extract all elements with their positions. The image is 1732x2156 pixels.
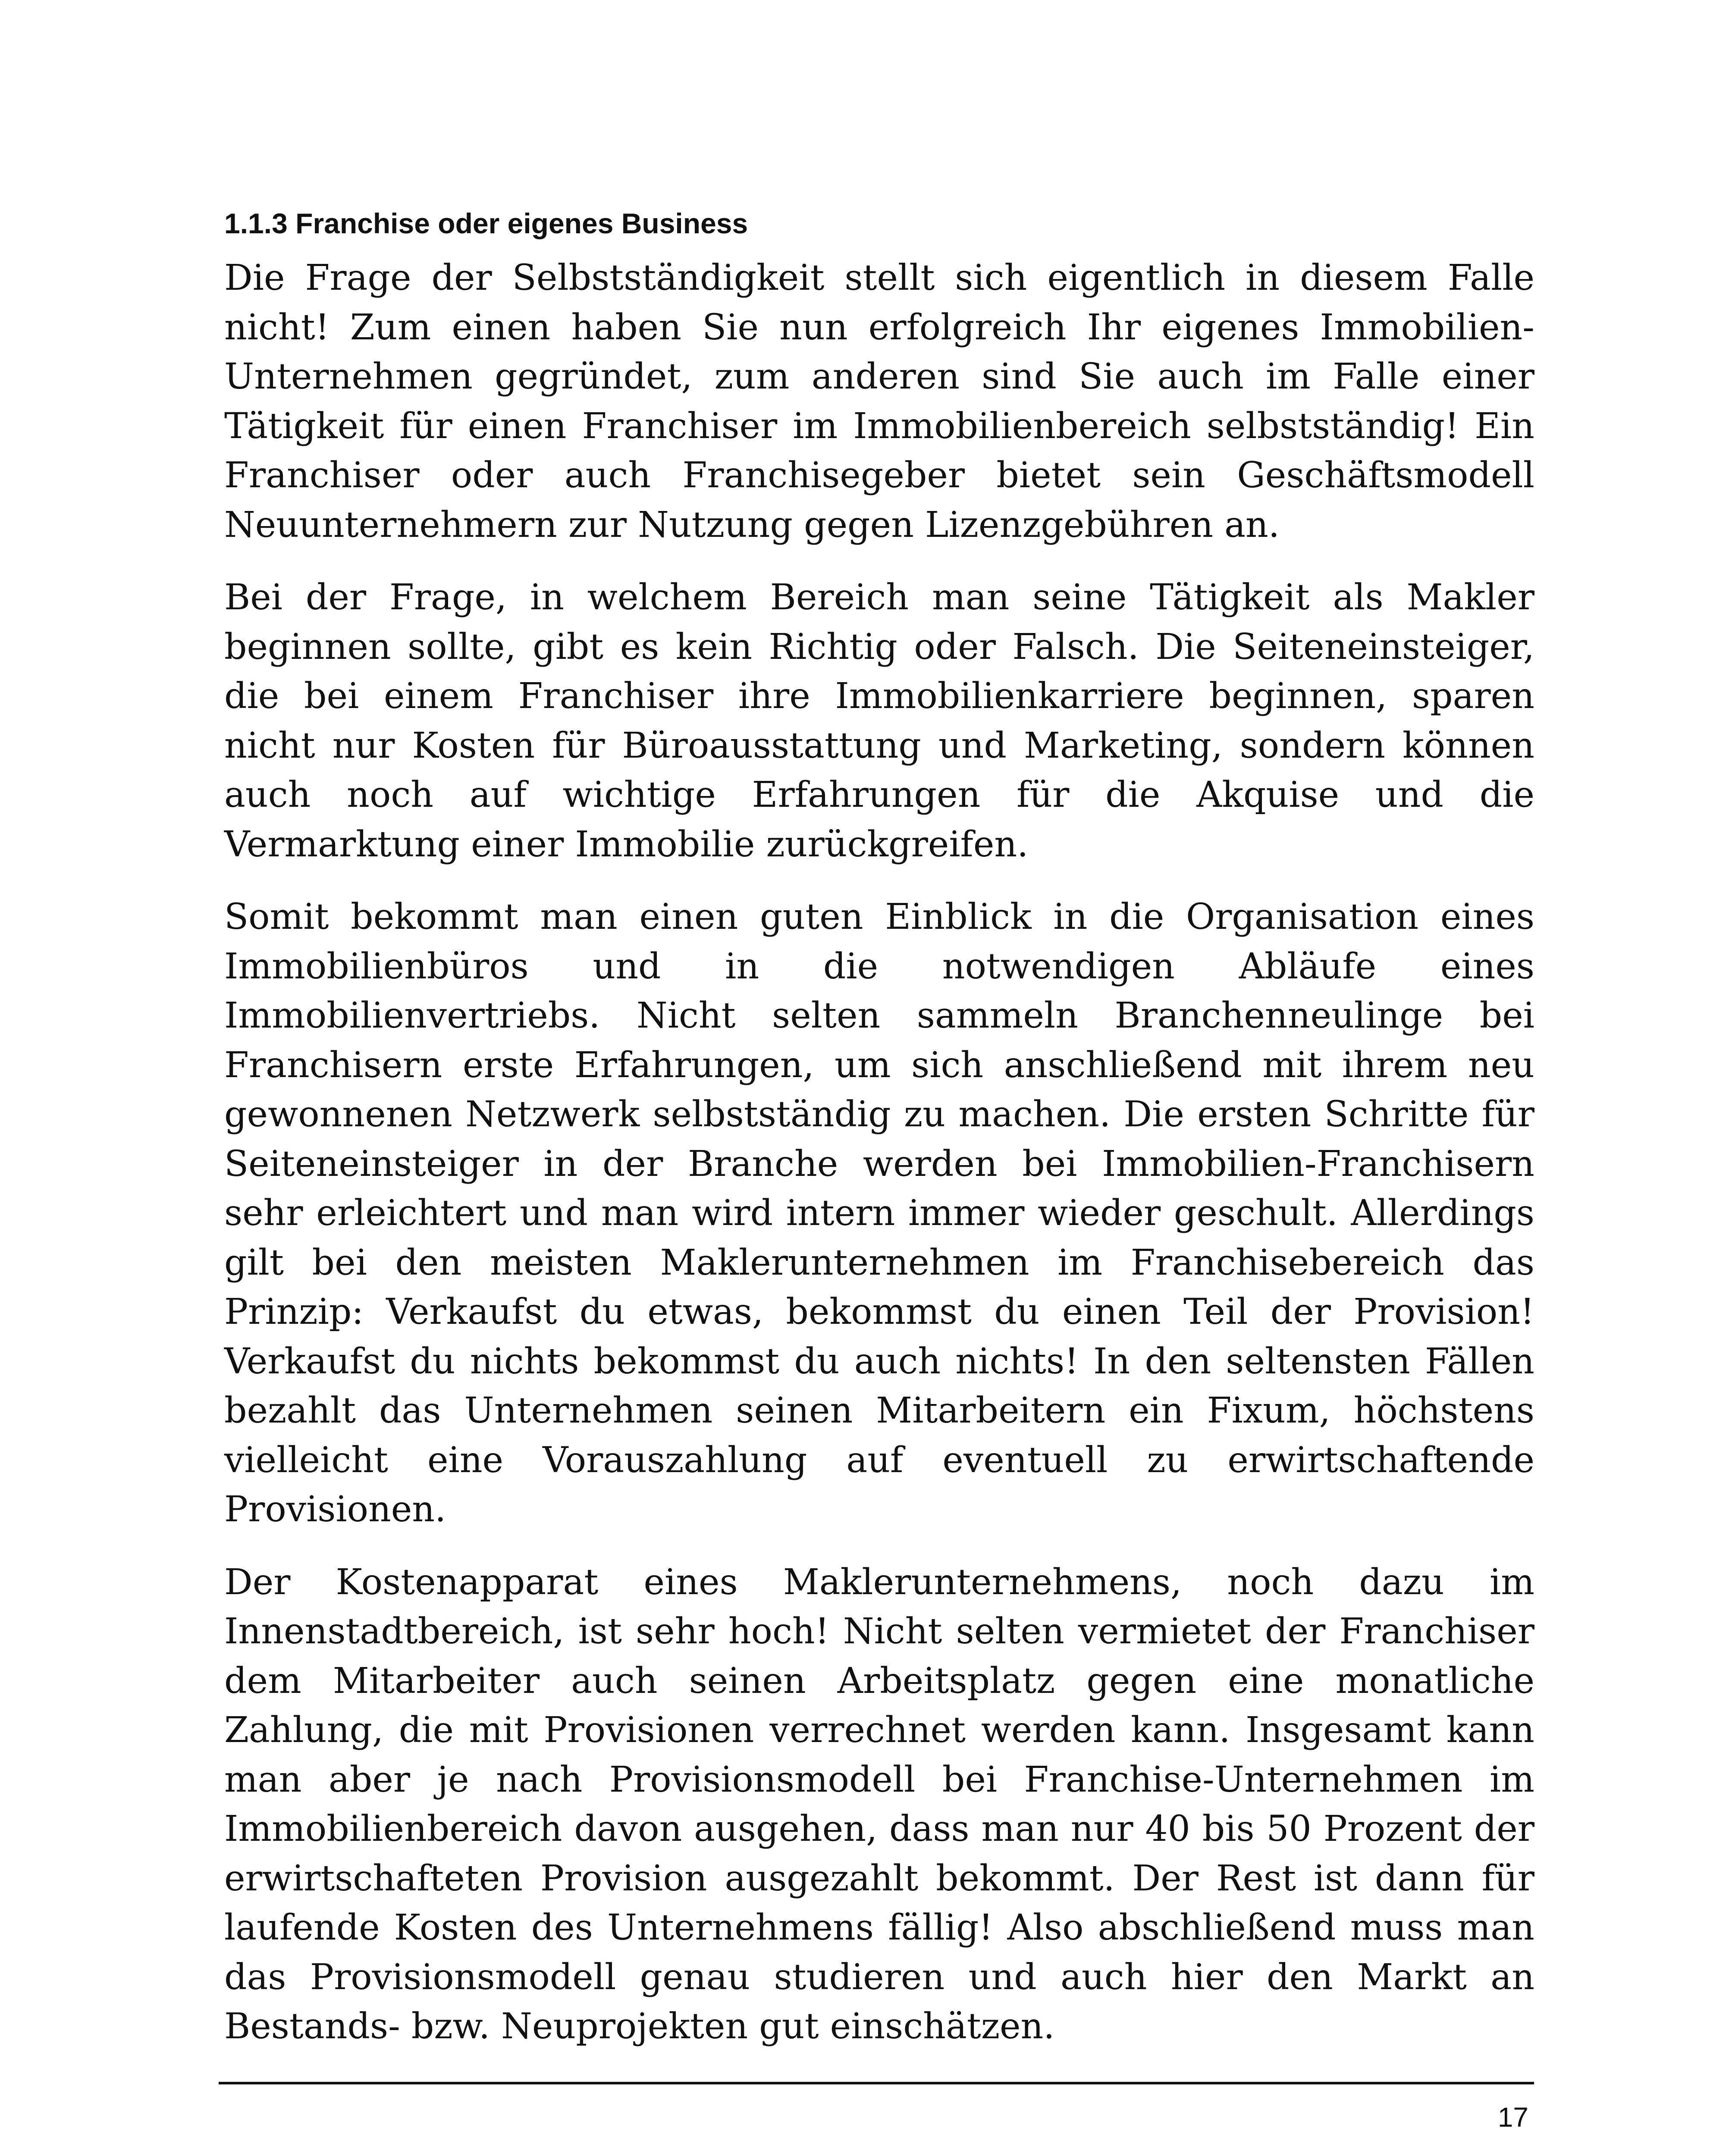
body-paragraph: Bei der Frage, in welchem Bereich man seine Tätigkeit als Makler beginnen sollte, gibt es kein Richtig oder Falsch. Die Seiteneinsteiger, die bei einem Franchiser ihre Immobilienkarriere beginnen, sparen nicht nur Kosten für Büroausstattung und Marketing, sondern können auch noch auf wichtige Erfahrungen für die Akquise und die Vermarktung einer Immobilie zurückgreifen.	[224, 577, 1534, 865]
footer-divider	[219, 2082, 1534, 2084]
body-paragraph: Die Frage der Selbstständigkeit stellt sich eigentlich in diesem Falle nicht! Zum einen haben Sie nun erfolgreich Ihr eigenes Immobilien-Unternehmen gegründet, zum anderen sind Sie auch im Falle einer Tätigkeit für einen Franchiser im Immobilienbereich selbstständig! Ein Franchiser oder auch Franchisegeber bietet sein Geschäftsmodell Neuunternehmern zur Nutzung gegen Lizenzgebühren an.	[224, 257, 1534, 545]
section-heading: 1.1.3 Franchise oder eigenes Business	[224, 207, 748, 239]
body-paragraph: Somit bekommt man einen guten Einblick in die Organisation eines Immobilienbüros und in die notwendigen Abläufe eines Immobilienvertriebs. Nicht selten sammeln Branchenneulinge bei Franchisern erste Erfahrungen, um sich anschließend mit ihrem neu gewonnenen Netzwerk selbstständig zu machen. Die ersten Schritte für Seiteneinsteiger in der Branche werden bei Immobilien-Franchisern sehr erleichtert und man wird intern immer wieder geschult. Allerdings gilt bei den meisten Maklerunternehmen im Franchisebereich das Prinzip: Verkaufst du etwas, bekommst du einen Teil der Provision! Verkaufst du nichts bekommst du auch nichts! In den seltensten Fällen bezahlt das Unternehmen seinen Mitarbeitern ein Fixum, höchstens vielleicht eine Vorauszahlung auf eventuell zu erwirtschaftende Provisionen.	[224, 896, 1534, 1530]
body-paragraph: Der Kostenapparat eines Maklerunternehmens, noch dazu im Innenstadtbereich, ist sehr hoch! Nicht selten vermietet der Franchiser dem Mitarbeiter auch seinen Arbeitsplatz gegen eine monatliche Zahlung, die mit Provisionen verrechnet werden kann. Insgesamt kann man aber je nach Provisionsmodell bei Franchise-Unternehmen im Immobilienbereich davon ausgehen, dass man nur 40 bis 50 Prozent der erwirtschafteten Provision ausgezahlt bekommt. Der Rest ist dann für laufende Kosten des Unternehmens fällig! Also abschließend muss man das Provisionsmodell genau studieren und auch hier den Markt an Bestands- bzw. Neuprojekten gut einschätzen.	[224, 1561, 1534, 2047]
page-content	[224, 206, 1534, 2075]
page-number: 17	[1497, 2102, 1528, 2133]
